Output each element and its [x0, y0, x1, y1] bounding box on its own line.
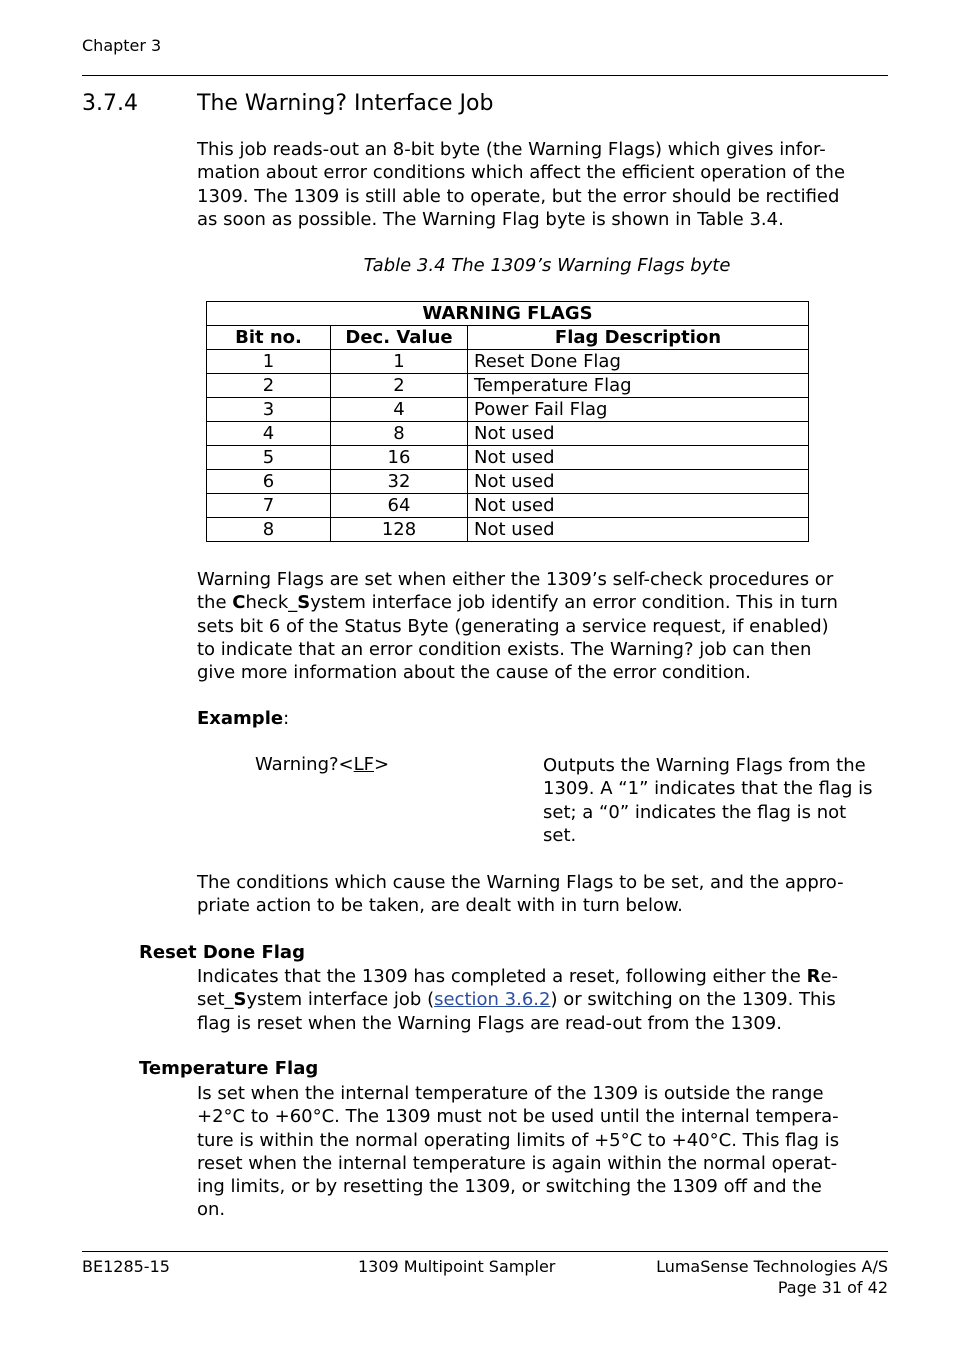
footer-doc-id: BE1285-15: [82, 1257, 170, 1276]
conditions-paragraph: The conditions which cause the Warning Flags to be set, and the appro- priate action to be taken, are dealt with in turn below.: [197, 872, 844, 917]
table-row: [207, 422, 809, 446]
chapter-header: Chapter 3: [82, 36, 162, 55]
description-cell: Power Fail Flag: [468, 398, 809, 422]
intro-line-1: This job reads-out an 8-bit byte (the Warning Flags) which gives infor-: [197, 139, 826, 160]
temperature-paragraph: Is set when the internal temperature of the 1309 is outside the range +2°C to +60°C. The 1309 must not be used until the internal tempera- ture is within the normal operating limits of +5°C to +40°C. This flag is reset when the internal temperature is again within the normal operat- ing limits, or by resetting the 1309, or switching the 1309 off and the on.: [197, 1083, 840, 1221]
description-cell: Temperature Flag: [468, 374, 809, 398]
dec-value-cell: 4: [331, 398, 468, 422]
reset-done-heading: Reset Done Flag: [139, 942, 305, 963]
example-description: Outputs the Warning Flags from the 1309. A “1” indicates that the flag is set; a “0” indicates the flag is not set.: [543, 755, 873, 846]
footer-product: 1309 Multipoint Sampler: [358, 1257, 556, 1276]
dec-value-cell: 64: [331, 494, 468, 518]
table-row: [207, 470, 809, 494]
table-row: [207, 398, 809, 422]
para2-line-5: give more information about the cause of the error condition.: [197, 662, 751, 684]
table-row: [207, 350, 809, 374]
table-row: [207, 374, 809, 398]
dec-value-cell: 8: [331, 422, 468, 446]
footer-rule: [82, 1251, 888, 1252]
bit-cell: 6: [207, 470, 331, 494]
column-header-dec-value: Dec. Value: [331, 326, 468, 350]
bit-cell: 7: [207, 494, 331, 518]
description-cell: Reset Done Flag: [468, 350, 809, 374]
description-cell: Not used: [468, 494, 809, 518]
para2-line-4: to indicate that an error condition exists. The Warning? job can then: [197, 638, 812, 660]
column-header-description: Flag Description: [468, 326, 809, 350]
table-title: WARNING FLAGS: [207, 302, 809, 326]
description-cell: Not used: [468, 422, 809, 446]
intro-line-3: 1309. The 1309 is still able to operate, but the error should be rectified: [197, 185, 840, 207]
section-3-6-2-link[interactable]: section 3.6.2: [434, 989, 551, 1011]
column-header-bit: Bit no.: [207, 326, 331, 350]
reset-done-paragraph: Indicates that the 1309 has completed a reset, following either the Re- set_System interface job (section 3.6.2) or switching on the 1309. This flag is reset when the Warning Flags are read-out from the 1309.: [197, 966, 839, 1034]
table-row: [207, 494, 809, 518]
bit-cell: 4: [207, 422, 331, 446]
para2-line-2: the Check_System interface job identify an error condition. This in turn: [197, 592, 838, 614]
bit-cell: 5: [207, 446, 331, 470]
warning-flags-table: [206, 301, 809, 542]
example-command: Warning?<LF>: [255, 754, 390, 775]
dec-value-cell: 128: [331, 518, 468, 542]
bit-cell: 2: [207, 374, 331, 398]
bit-cell: 3: [207, 398, 331, 422]
section-number: 3.7.4: [82, 91, 138, 116]
dec-value-cell: 2: [331, 374, 468, 398]
footer-page-number: Page 31 of 42: [777, 1278, 888, 1297]
dec-value-cell: 32: [331, 470, 468, 494]
table-caption: Table 3.4 The 1309’s Warning Flags byte: [363, 255, 731, 276]
table-row: [207, 446, 809, 470]
footer-company: LumaSense Technologies A/S: [656, 1257, 888, 1276]
temperature-heading: Temperature Flag: [139, 1058, 319, 1079]
section-title: The Warning? Interface Job: [197, 91, 494, 116]
dec-value-cell: 16: [331, 446, 468, 470]
description-cell: Not used: [468, 470, 809, 494]
dec-value-cell: 1: [331, 350, 468, 374]
warning-flags-paragraph: [197, 568, 897, 684]
bit-cell: 1: [207, 350, 331, 374]
description-cell: Not used: [468, 518, 809, 542]
intro-line-2: mation about error conditions which affect the efficient operation of the: [197, 162, 846, 184]
para2-line-1: Warning Flags are set when either the 1309’s self-check procedures or: [197, 569, 834, 590]
bit-cell: 8: [207, 518, 331, 542]
table-row: [207, 518, 809, 542]
para2-line-3: sets bit 6 of the Status Byte (generating a service request, if enabled): [197, 615, 829, 637]
description-cell: Not used: [468, 446, 809, 470]
intro-line-4: as soon as possible. The Warning Flag byte is shown in Table 3.4.: [197, 208, 784, 230]
intro-paragraph: [197, 138, 897, 231]
example-label: Example:: [197, 708, 290, 729]
header-rule: [82, 75, 888, 76]
